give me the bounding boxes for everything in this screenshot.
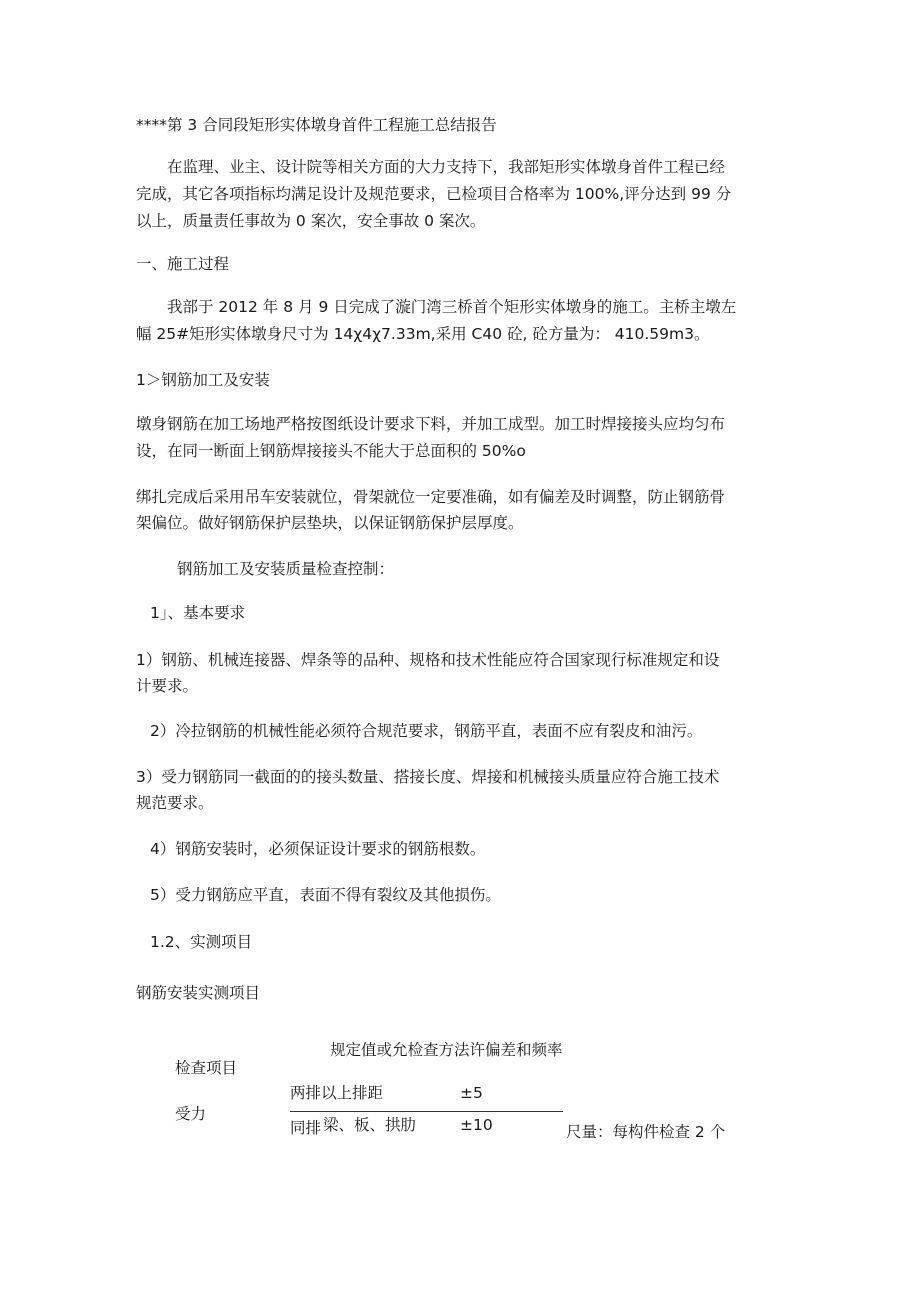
rebar-para1-line-2: 设，在同一断面上钢筋焊接接头不能大于总面积的 50%o — [136, 442, 526, 460]
table-row2-value: ±10 — [460, 1116, 493, 1134]
requirement-3-line-2: 规范要求。 — [136, 794, 214, 812]
table-title: 钢筋安装实测项目 — [136, 984, 261, 1002]
table-row2-label: 梁、板、拱肋 — [323, 1116, 417, 1134]
table-row1-value: ±5 — [460, 1084, 483, 1102]
table-row2-method: 尺量：每构件检查 2 个 — [566, 1123, 726, 1141]
measured-items-heading: 1.2、实测项目 — [150, 933, 253, 951]
table-header-spec: 规定值或允检查方法许偏差和频率 — [330, 1041, 563, 1059]
table-row-group-label: 受力 — [175, 1105, 207, 1123]
section-heading-construction: 一、施工过程 — [136, 255, 230, 273]
table-divider — [290, 1111, 563, 1112]
requirement-5: 5）受力钢筋应平直，表面不得有裂纹及其他损伤。 — [150, 886, 501, 904]
intro-line-1: 在监理、业主、设计院等相关方面的大力支持下，我部矩形实体墩身首件工程已经 — [167, 158, 726, 176]
qc-heading: 钢筋加工及安装质量检查控制： — [177, 560, 395, 578]
requirement-1-line-1: 1）钢筋、机械连接器、焊条等的品种、规格和技术性能应符合国家现行标准规定和设 — [136, 651, 720, 669]
rebar-para2-line-1: 绑扎完成后采用吊车安装就位，骨架就位一定要准确，如有偏差及时调整，防止钢筋骨 — [136, 488, 726, 506]
intro-line-3: 以上，质量责任事故为 0 案次，安全事故 0 案次。 — [136, 212, 486, 230]
requirement-2: 2）冷拉钢筋的机械性能必须符合规范要求，钢筋平直，表面不应有裂皮和油污。 — [150, 722, 703, 740]
table-header-item: 检查项目 — [175, 1059, 238, 1077]
subsection-heading-rebar: 1＞钢筋加工及安装 — [136, 371, 270, 389]
rebar-para1-line-1: 墩身钢筋在加工场地严格按图纸设计要求下料，并加工成型。加工时焊接接头应均匀布 — [136, 415, 726, 433]
table-row1-label: 两排以上排距 — [290, 1084, 384, 1102]
requirement-4: 4）钢筋安装时，必须保证设计要求的钢筋根数。 — [150, 840, 486, 858]
table-row2-prefix: 同排 — [290, 1119, 322, 1137]
construction-para-line-2: 幅 25#矩形实体墩身尺寸为 14χ4χ7.33m,采用 C40 砼, 砼方量为： 410.59m3。 — [136, 325, 710, 343]
rebar-para2-line-2: 架偏位。做好钢筋保护层垫块，以保证钢筋保护层厚度。 — [136, 514, 524, 532]
document-title: ****第 3 合同段矩形实体墩身首件工程施工总结报告 — [136, 116, 497, 134]
requirement-1-line-2: 计要求。 — [136, 677, 199, 695]
requirement-3-line-1: 3）受力钢筋同一截面的的接头数量、搭接长度、焊接和机械接头质量应符合施工技术 — [136, 768, 720, 786]
basic-requirements-heading: 1」、基本要求 — [150, 604, 246, 622]
construction-para-line-1: 我部于 2012 年 8 月 9 日完成了漩门湾三桥首个矩形实体墩身的施工。主桥主墩左 — [167, 298, 737, 316]
intro-line-2: 完成，其它各项指标均满足设计及规范要求，已检项目合格率为 100%,评分达到 99 分 — [136, 185, 732, 203]
